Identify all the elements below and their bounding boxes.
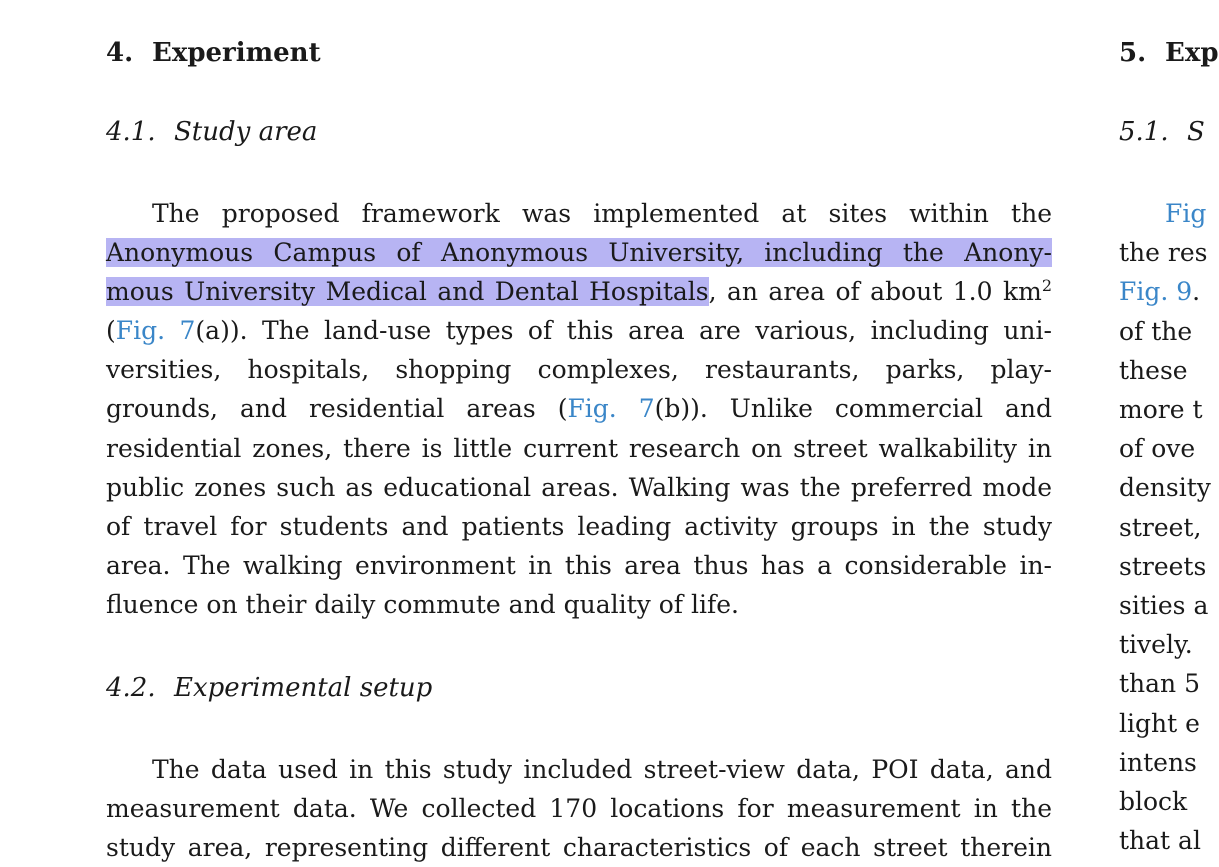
subsection-number: 4.2. — [106, 673, 156, 703]
figure-link[interactable]: Fig. 7 — [115, 316, 196, 345]
paragraph-line — [1119, 704, 1200, 743]
text-run: sities a — [1119, 591, 1209, 620]
section-number: 5. — [1119, 38, 1147, 68]
superscript: 2 — [1041, 276, 1052, 295]
paragraph-line: The data used in this study included street-view data, POI data, and — [152, 755, 1052, 784]
figure-link[interactable]: Fig. 9 — [1119, 277, 1193, 306]
text-run: street, — [1119, 513, 1202, 542]
paragraph-line — [1119, 782, 1187, 821]
paragraph-line: versities, hospitals, shopping complexes, restaurants, parks, play- — [106, 355, 1052, 384]
paragraph-line — [1119, 508, 1201, 547]
text-run: intens — [1119, 748, 1197, 777]
section-heading-5 — [1119, 38, 1219, 68]
paragraph-line — [1119, 743, 1197, 782]
section-title: Exp — [1165, 38, 1219, 68]
section-number: 4. — [106, 38, 134, 68]
subsection-number: 5.1. — [1119, 117, 1169, 147]
text-run: the res — [1119, 238, 1208, 267]
text-run: streets — [1119, 552, 1207, 581]
text-highlight: Anonymous Campus of Anonymous University, including the Anony- — [106, 238, 1052, 267]
text-run: light e — [1119, 709, 1200, 738]
paragraph-line — [1119, 312, 1192, 351]
subsection-title: Experimental setup — [174, 673, 433, 703]
text-run: more t — [1119, 395, 1203, 424]
text-run: than 5 — [1119, 669, 1201, 698]
text-run: grounds, and residential areas ( — [106, 394, 568, 423]
paragraph-line — [106, 311, 1052, 350]
text-run: . — [1192, 277, 1201, 306]
paragraph-line — [1119, 468, 1211, 507]
paragraph-line — [1119, 625, 1193, 664]
subsection-heading-experimental-setup — [106, 673, 432, 703]
text-run: of ove — [1119, 434, 1196, 463]
paragraph-line — [1119, 429, 1195, 468]
text-run: density — [1119, 473, 1211, 502]
paragraph-line — [1119, 547, 1206, 586]
left-column — [106, 0, 1052, 862]
subsection-title: Study area — [174, 117, 318, 147]
paragraph-line — [106, 272, 1052, 311]
paragraph-line: area. The walking environment in this area thus has a considerable in- — [106, 551, 1052, 580]
text-run: block — [1119, 787, 1188, 816]
subsection-heading-5-1 — [1119, 117, 1205, 147]
section-heading-experiment — [106, 38, 321, 68]
paragraph-line — [1119, 233, 1207, 272]
paragraph-line — [1165, 194, 1206, 233]
paragraph-line — [1119, 664, 1200, 703]
text-run: tively. — [1119, 630, 1193, 659]
paragraph-line — [1119, 272, 1200, 311]
text-run: that al — [1119, 826, 1201, 855]
paragraph-line: fluence on their daily commute and quality of life. — [106, 590, 739, 619]
text-run: these — [1119, 356, 1188, 385]
paragraph-line: measurement data. We collected 170 locations for measurement in the — [106, 794, 1052, 823]
paragraph-line — [106, 233, 1052, 272]
text-run: (b)). Unlike commercial and — [654, 394, 1052, 423]
section-title: Experiment — [152, 38, 321, 68]
paragraph-line — [106, 389, 1052, 428]
text-run: (a)). The land-use types of this area are various, including uni- — [195, 316, 1052, 345]
paragraph-line — [1119, 821, 1201, 860]
paragraph-line: of travel for students and patients leading activity groups in the study — [106, 512, 1052, 541]
paragraph-line: residential zones, there is little current research on street walkability in — [106, 434, 1052, 463]
paragraph-line — [1119, 351, 1188, 390]
text-run: , an area of about 1.0 km — [708, 277, 1042, 306]
paragraph-line — [1119, 586, 1208, 625]
subsection-heading-study-area — [106, 117, 317, 147]
paragraph-line: public zones such as educational areas. Walking was the preferred mode — [106, 473, 1052, 502]
subsection-title: S — [1187, 117, 1205, 147]
paragraph-line: study area, representing different characteristics of each street therein — [106, 833, 1052, 862]
text-run: of the — [1119, 317, 1193, 346]
figure-link[interactable]: Fig. 7 — [567, 394, 655, 423]
text-highlight: mous University Medical and Dental Hospitals — [106, 277, 709, 306]
paragraph-line — [1119, 390, 1203, 429]
paragraph-line: The proposed framework was implemented at sites within the — [152, 199, 1052, 228]
figure-link[interactable]: Fig — [1165, 199, 1207, 228]
text-run: ( — [106, 316, 116, 345]
right-column — [1119, 0, 1219, 855]
subsection-number: 4.1. — [106, 117, 156, 147]
